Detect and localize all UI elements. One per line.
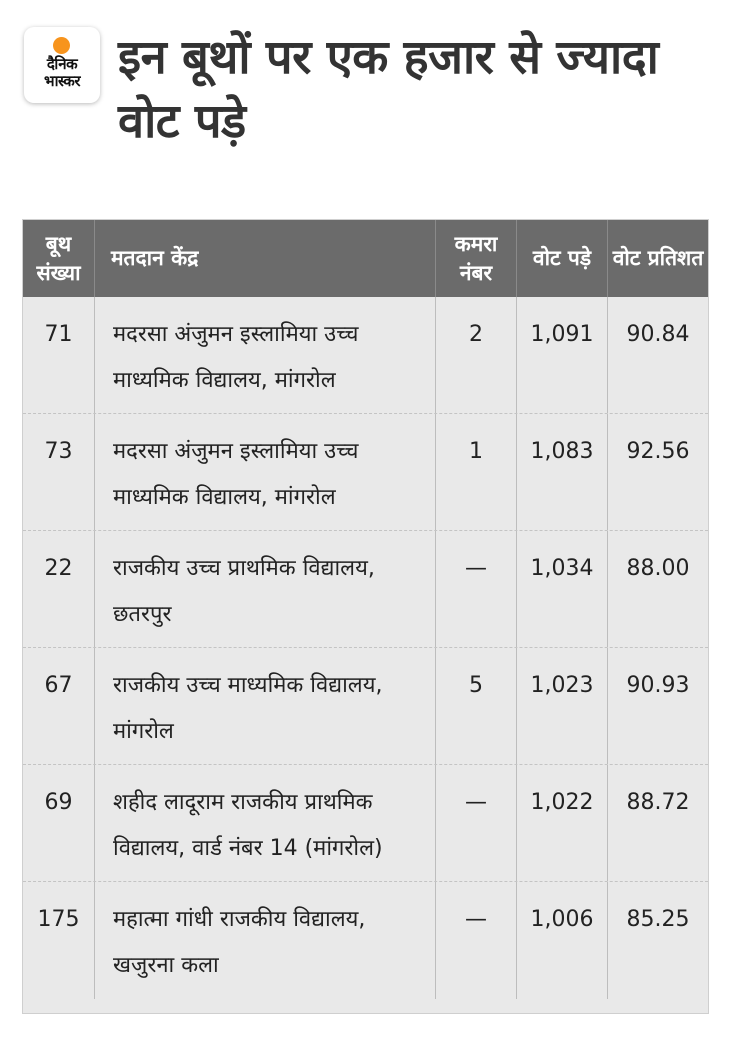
cell-vote-percent: 92.56 [626, 439, 690, 464]
cell-polling-center: महात्मा गांधी राजकीय विद्यालय, खजुरना कला [95, 882, 436, 999]
table-row [23, 414, 708, 531]
table-row [23, 531, 708, 648]
cell-booth-number: 73 [23, 414, 95, 530]
header-vote-percent: वोट प्रतिशत [612, 246, 704, 270]
page-title: इन बूथों पर एक हजार से ज्यादा वोट पड़े [118, 30, 659, 149]
table-row [23, 648, 708, 765]
cell-votes-cast: 1,022 [517, 765, 608, 881]
cell-room-number: — [436, 765, 517, 881]
logo-text [24, 56, 100, 90]
cell-booth-number: 69 [23, 765, 95, 881]
cell-booth-number: 22 [23, 531, 95, 647]
sun-dot-icon [53, 37, 70, 54]
cell-polling-center: राजकीय उच्च माध्यमिक विद्यालय, मांगरोल [95, 648, 436, 764]
header-polling-center: मतदान केंद्र [95, 220, 436, 297]
cell-votes-cast: 1,091 [517, 297, 608, 413]
cell-votes-cast: 1,023 [517, 648, 608, 764]
cell-vote-percent: 88.00 [626, 556, 690, 581]
cell-vote-percent: 90.93 [626, 673, 690, 698]
cell-room-number: 2 [436, 297, 517, 413]
cell-booth-number: 67 [23, 648, 95, 764]
cell-vote-percent: 85.25 [626, 907, 690, 932]
table-row [23, 297, 708, 414]
cell-votes-cast: 1,034 [517, 531, 608, 647]
cell-polling-center: शहीद लादूराम राजकीय प्राथमिक विद्यालय, वार्ड नंबर 14 (मांगरोल) [95, 765, 436, 881]
cell-votes-cast: 1,083 [517, 414, 608, 530]
cell-vote-percent: 88.72 [626, 790, 690, 815]
logo-line-2: भास्कर [44, 72, 80, 90]
cell-polling-center: राजकीय उच्च प्राथमिक विद्यालय, छतरपुर [95, 531, 436, 647]
cell-vote-percent: 90.84 [626, 322, 690, 347]
header-booth-number: बूथ संख्या [23, 220, 95, 297]
cell-room-number: 5 [436, 648, 517, 764]
header-room-number: कमरा नंबर [436, 220, 517, 297]
table-row [23, 765, 708, 882]
header [0, 0, 730, 210]
cell-room-number: — [436, 882, 517, 999]
cell-room-number: — [436, 531, 517, 647]
header-votes-cast: वोट पड़े [517, 220, 608, 297]
cell-polling-center: मदरसा अंजुमन इस्लामिया उच्च माध्यमिक विद्यालय, मांगरोल [95, 414, 436, 530]
cell-booth-number: 175 [23, 882, 95, 999]
table-header [23, 220, 708, 297]
cell-polling-center: मदरसा अंजुमन इस्लामिया उच्च माध्यमिक विद्यालय, मांगरोल [95, 297, 436, 413]
cell-votes-cast: 1,006 [517, 882, 608, 999]
cell-room-number: 1 [436, 414, 517, 530]
table-row [23, 882, 708, 999]
logo-line-1: दैनिक [46, 55, 78, 73]
cell-booth-number: 71 [23, 297, 95, 413]
booth-table [22, 219, 709, 1014]
dainik-bhaskar-logo [24, 27, 100, 103]
